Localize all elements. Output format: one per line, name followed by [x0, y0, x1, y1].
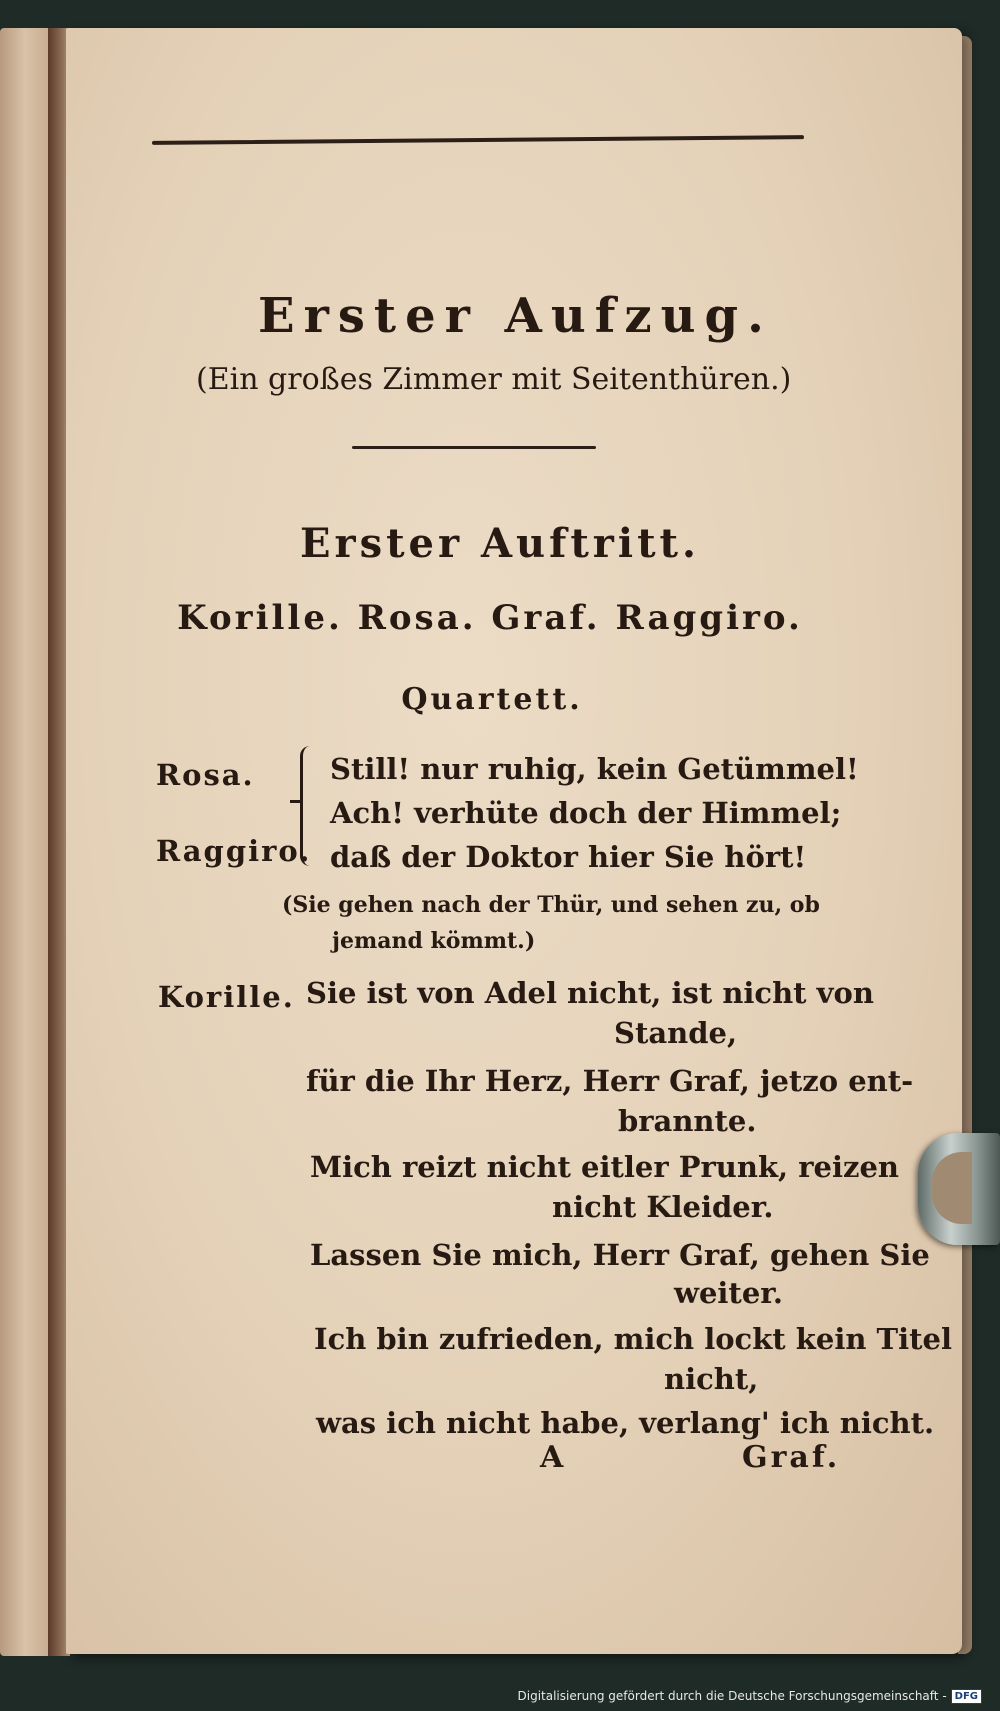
divider-rule: [352, 446, 596, 449]
digitization-credit: [518, 1685, 983, 1707]
verse-line: Ich bin zufrieden, mich lockt kein Titel: [314, 1322, 952, 1356]
verse-line: Mich reizt nicht eitler Prunk, reizen: [310, 1150, 899, 1184]
cast-list: Korille. Rosa. Graf. Raggiro.: [177, 598, 803, 638]
page-clip-inner: [932, 1152, 972, 1224]
verse-line: Sie ist von Adel nicht, ist nicht von: [306, 976, 874, 1010]
verse-line: Stande,: [614, 1016, 738, 1050]
section-heading: Quartett.: [401, 682, 583, 717]
dfg-logo: DFG: [951, 1689, 982, 1704]
signature-mark: A: [540, 1440, 564, 1475]
verse-line: für die Ihr Herz, Herr Graf, jetzo ent-: [306, 1064, 914, 1098]
stage-direction: (Sie gehen nach der Thür, und sehen zu, ob: [282, 892, 820, 918]
verse-line: weiter.: [674, 1276, 783, 1310]
stage-direction: jemand kömmt.): [332, 928, 536, 954]
act-title: Erster Aufzug.: [258, 288, 773, 344]
verse-line: Still! nur ruhig, kein Getümmel!: [330, 752, 859, 786]
credit-text: Digitalisierung gefördert durch die Deutsche Forschungsgemeinschaft -: [517, 1689, 947, 1703]
verse-line: daß der Doktor hier Sie hört!: [330, 840, 807, 874]
setting-description: (Ein großes Zimmer mit Seitenthüren.): [196, 362, 792, 397]
verse-line: brannte.: [618, 1104, 757, 1138]
brace-point: [290, 800, 302, 803]
verse-line: Lassen Sie mich, Herr Graf, gehen Sie: [310, 1238, 930, 1272]
scene-title: Erster Auftritt.: [300, 520, 700, 567]
verse-line: was ich nicht habe, verlang' ich nicht.: [316, 1406, 935, 1440]
catchword: Graf.: [742, 1440, 841, 1475]
speaker-rosa: Rosa.: [156, 758, 255, 792]
speaker-raggiro: Raggiro.: [156, 834, 312, 868]
verse-line: nicht,: [664, 1362, 759, 1396]
verse-line: nicht Kleider.: [552, 1190, 774, 1224]
speaker-brace: [300, 746, 319, 866]
verse-line: Ach! verhüte doch der Himmel;: [330, 796, 842, 830]
speaker-korille: Korille.: [158, 980, 295, 1014]
